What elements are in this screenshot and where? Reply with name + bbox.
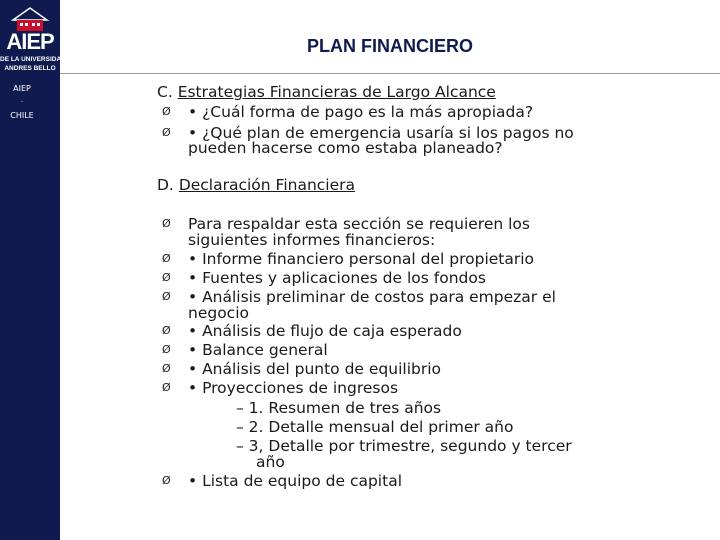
arrow-bullet-icon: Ø: [162, 324, 171, 337]
list-item: Ø • Análisis de flujo de caja esperado: [162, 322, 462, 340]
sub-list-item-continuation: año: [256, 453, 285, 471]
list-item: Ø Para respaldar esta sección se requieren los: [162, 215, 530, 233]
list-item: Ø • Análisis preliminar de costos para empezar el: [162, 288, 556, 306]
sidebar-label-aiep: AIEP: [13, 84, 31, 93]
section-c-title: Estrategias Financieras de Largo Alcance: [177, 83, 496, 101]
list-item-continuation: pueden hacerse como estaba planeado?: [188, 139, 503, 157]
sidebar-separator: .: [20, 96, 24, 104]
sidebar: [0, 0, 66, 540]
arrow-bullet-icon: Ø: [162, 474, 171, 487]
arrow-bullet-icon: Ø: [162, 343, 171, 356]
list-item-continuation: negocio: [188, 304, 249, 322]
list-item: Ø • Lista de equipo de capital: [162, 472, 402, 490]
aiep-logo: [0, 0, 66, 78]
sub-list-item: – 3, Detalle por trimestre, segundo y tercer: [236, 437, 572, 455]
title-divider: [60, 73, 720, 74]
list-item: Ø • Balance general: [162, 341, 328, 359]
section-c-letter: C.: [157, 83, 173, 101]
section-d-title: Declaración Financiera: [178, 176, 356, 194]
list-item: Ø • Análisis del punto de equilibrio: [162, 360, 441, 378]
arrow-bullet-icon: Ø: [162, 252, 171, 265]
arrow-bullet-icon: Ø: [162, 381, 171, 394]
arrow-bullet-icon: Ø: [162, 217, 171, 230]
arrow-bullet-icon: Ø: [162, 105, 171, 118]
logo-wordmark: AIEP: [6, 29, 54, 54]
list-item-continuation: siguientes informes financieros:: [188, 231, 436, 249]
arrow-bullet-icon: Ø: [162, 271, 171, 284]
list-item: Ø • ¿Cuál forma de pago es la más apropiada?: [162, 103, 534, 121]
arrow-bullet-icon: Ø: [162, 126, 171, 139]
sub-list-item: – 1. Resumen de tres años: [236, 399, 442, 417]
list-item: Ø • Fuentes y aplicaciones de los fondos: [162, 269, 486, 287]
logo-subtitle-2: ANDRES BELLO: [4, 65, 56, 72]
sub-list-item: – 2. Detalle mensual del primer año: [236, 418, 514, 436]
list-item: Ø • Proyecciones de ingresos: [162, 379, 399, 397]
section-c-heading: [157, 83, 496, 101]
list-item: Ø • Informe financiero personal del propietario: [162, 250, 535, 268]
sidebar-label-chile: CHILE: [10, 111, 34, 120]
page-title: PLAN FINANCIERO: [307, 36, 473, 56]
list-item: Ø • ¿Qué plan de emergencia usaría si los pagos no: [162, 124, 574, 142]
section-d-heading: [157, 176, 355, 194]
arrow-bullet-icon: Ø: [162, 290, 171, 303]
arrow-bullet-icon: Ø: [162, 362, 171, 375]
section-d-letter: D.: [157, 176, 174, 194]
logo-subtitle-1: DE LA UNIVERSIDAD: [0, 56, 66, 63]
